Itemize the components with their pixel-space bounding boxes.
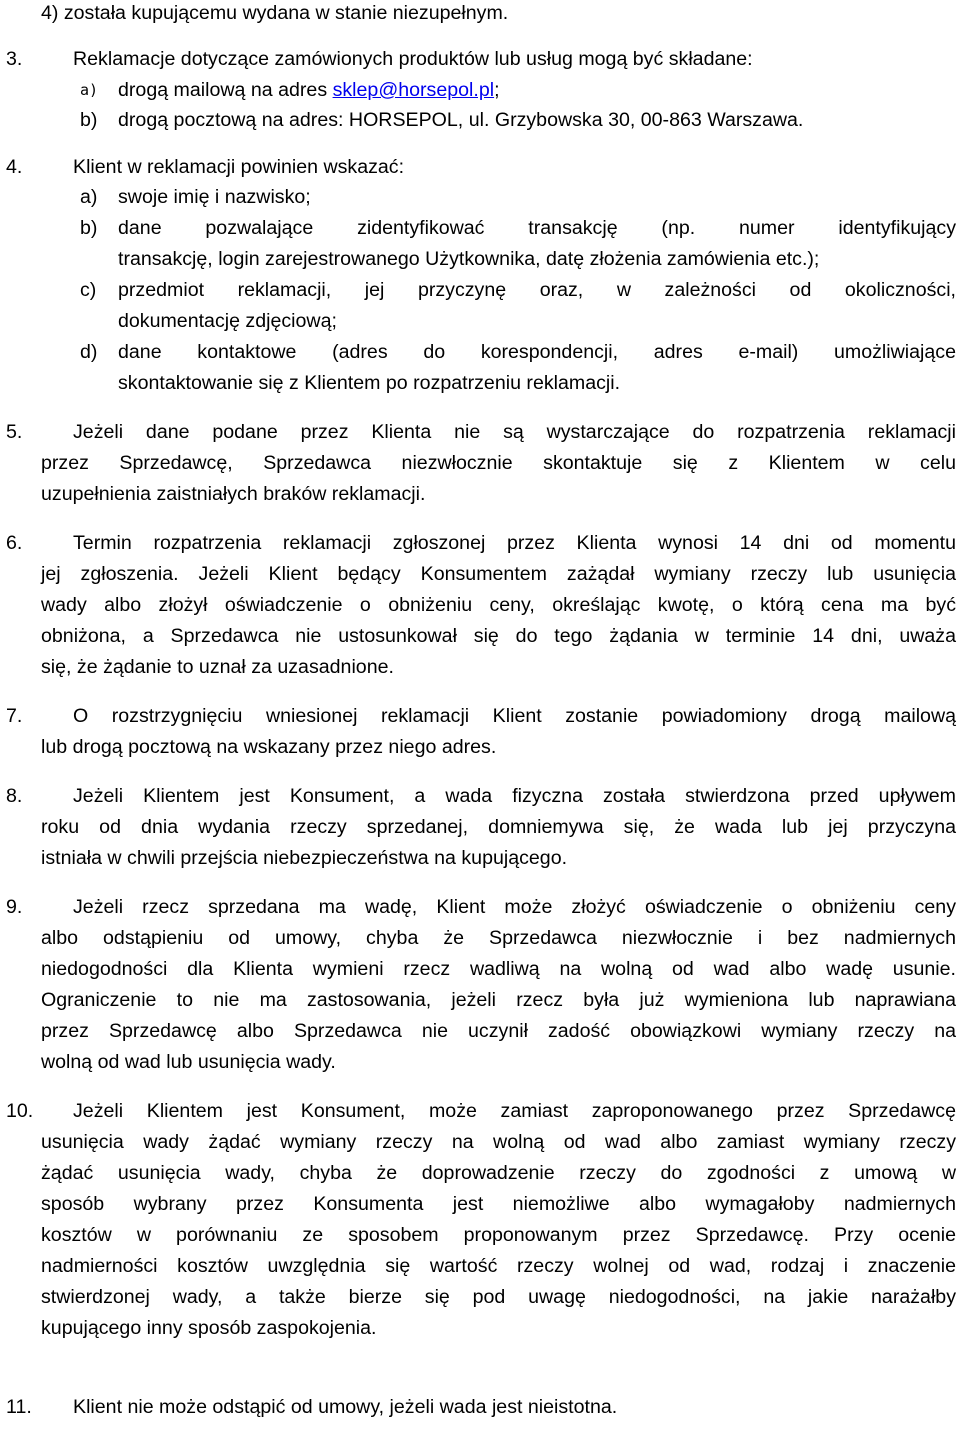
section-8-first: [73, 781, 956, 812]
email-link[interactable]: sklep@horsepol.pl: [332, 79, 495, 101]
section-5-first: [73, 417, 956, 448]
section-6-line-1: Termin rozpatrzenia reklamacji zgłoszonej przez Klienta wynosi 14 dni od momentu: [73, 532, 956, 554]
section-5-line-2: przez Sprzedawcę, Sprzedawca niezwłocznie skontaktuje się z Klientem w celu: [41, 452, 956, 474]
section-8-rest: [41, 812, 956, 874]
section-3-number: 3.: [6, 48, 23, 70]
section-9-line-5: przez Sprzedawcę albo Sprzedawca nie uczynił zadość obowiązkowi wymiany rzeczy na: [41, 1020, 956, 1042]
section-7-first: [73, 701, 956, 732]
section-9-line-2: albo odstąpieniu od umowy, chyba że Sprzedawca niezwłocznie i bez nadmiernych: [41, 927, 956, 949]
section-6-line-2: jej zgłoszenia. Jeżeli Klient będący Konsumentem zażądał wymiany rzeczy lub usunięcia: [41, 563, 956, 585]
section-8-line-1: Jeżeli Klientem jest Konsument, a wada fizyczna została stwierdzona przed upływem: [73, 785, 956, 807]
section-3-a: [118, 75, 500, 106]
section-4-b-line-1: dane pozwalające zidentyfikować transakcję (np. numer identyfikujący: [118, 217, 956, 239]
section-4-c-text: [118, 275, 956, 337]
section-3-b-label: b): [80, 109, 98, 131]
section-4-d-text: [118, 337, 956, 399]
section-4-c-line-1: przedmiot reklamacji, jej przyczynę oraz, w zależności od okoliczności,: [118, 279, 956, 301]
section-11-text: Klient nie może odstąpić od umowy, jeżeli wada jest nieistotna.: [73, 1396, 618, 1418]
section-10-line-3: żądać usunięcia wady, chyba że doprowadzenie rzeczy do zgodności z umową w: [41, 1162, 956, 1184]
section-9-first: [73, 892, 956, 923]
section-5-number: 5.: [6, 421, 23, 443]
section-4-a-label: a): [80, 186, 98, 208]
section-3-a-text: drogą mailową na adres: [118, 79, 333, 101]
section-7-line-2: lub drogą pocztową na wskazany przez niego adres.: [41, 736, 497, 758]
section-9-line-3: niedogodności dla Klienta wymieni rzecz wadliwą na wolną od wad albo wadę usunie.: [41, 958, 956, 980]
section-8-line-3: istniała w chwili przejścia niebezpieczeństwa na kupującego.: [41, 847, 568, 869]
section-8-line-2: roku od dnia wydania rzeczy sprzedanej, domniemywa się, że wada lub jej przyczyna: [41, 816, 956, 838]
section-9-line-4: Ograniczenie to nie ma zastosowania, jeżeli rzecz była już wymieniona lub naprawiana: [41, 989, 956, 1011]
section-4-a-text: swoje imię i nazwisko;: [118, 186, 311, 208]
section-6-line-3: wady albo złożył oświadczenie o obniżeniu ceny, określając kwotę, o którą cena ma być: [41, 594, 956, 616]
section-7-line-1: O rozstrzygnięciu wniesionej reklamacji Klient zostanie powiadomiony drogą mailową: [73, 705, 956, 727]
section-10-line-8: kupującego inny sposób zaspokojenia.: [41, 1317, 377, 1339]
section-7-rest: [41, 732, 956, 763]
section-3-a-label: a): [80, 81, 99, 99]
section-5-line-1: Jeżeli dane podane przez Klienta nie są wystarczające do rozpatrzenia reklamacji: [73, 421, 956, 443]
section-3-a-after: ;: [494, 79, 500, 101]
section-8-number: 8.: [6, 785, 23, 807]
section-4-c-line-2: dokumentację zdjęciową;: [118, 310, 337, 332]
section-10-line-6: nadmierności kosztów uwzględnia się wartość rzeczy wolnej od wad, rodzaj i znaczenie: [41, 1255, 956, 1277]
section-4-b-line-2: transakcję, login zarejestrowanego Użytkownika, datę złożenia zamówienia etc.);: [118, 248, 820, 270]
section-3-text: Reklamacje dotyczące zamówionych produktów lub usług mogą być składane:: [73, 48, 753, 70]
section-9-line-6: wolną od wad lub usunięcia wady.: [41, 1051, 336, 1073]
section-6-rest: [41, 559, 956, 683]
section-10-number: 10.: [6, 1100, 34, 1122]
section-9-number: 9.: [6, 896, 23, 918]
section-4-b-text: [118, 213, 956, 275]
section-10-line-5: kosztów w porównaniu ze sposobem proponowanym przez Sprzedawcę. Przy ocenie: [41, 1224, 956, 1246]
section-4-text: Klient w reklamacji powinien wskazać:: [73, 156, 405, 178]
section-10-rest: [41, 1127, 956, 1344]
section-4-b-label: b): [80, 217, 98, 239]
section-10-line-2: usunięcia wady żądać wymiany rzeczy na wolną od wad albo zamiast wymiany rzeczy: [41, 1131, 956, 1153]
section-4-c-label: c): [80, 279, 97, 301]
section-10-line-1: Jeżeli Klientem jest Konsument, może zamiast zaproponowanego przez Sprzedawcę: [73, 1100, 956, 1122]
section-5-line-3: uzupełnienia zaistniałych braków reklamacji.: [41, 483, 426, 505]
section-3-b-text: drogą pocztową na adres: HORSEPOL, ul. Grzybowska 30, 00-863 Warszawa.: [118, 109, 804, 131]
section-10-line-4: sposób wybrany przez Konsumenta jest niemożliwe albo wymagałoby nadmiernych: [41, 1193, 956, 1215]
section-6-line-5: się, że żądanie to uznał za uzasadnione.: [41, 656, 394, 678]
section-4-number: 4.: [6, 156, 23, 178]
section-7-number: 7.: [6, 705, 23, 727]
section-11-number: 11.: [6, 1396, 32, 1418]
section-4-d-label: d): [80, 341, 98, 363]
section-9-rest: [41, 923, 956, 1078]
section-6-line-4: obniżona, a Sprzedawca nie ustosunkował się do tego żądania w terminie 14 dni, uważa: [41, 625, 956, 647]
section-9-line-1: Jeżeli rzecz sprzedana ma wadę, Klient może złożyć oświadczenie o obniżeniu ceny: [73, 896, 956, 918]
section-6-first: [73, 528, 956, 559]
section-10-line-7: stwierdzonej wady, a także bierze się pod uwagę niedogodności, na jakie narażałby: [41, 1286, 956, 1308]
section-6-number: 6.: [6, 532, 23, 554]
list-item-4-top: 4) została kupującemu wydana w stanie niezupełnym.: [41, 2, 509, 24]
section-10-first: [73, 1096, 956, 1127]
section-5-rest: [41, 448, 956, 510]
section-4-d-line-2: skontaktowanie się z Klientem po rozpatrzeniu reklamacji.: [118, 372, 621, 394]
section-4-d-line-1: dane kontaktowe (adres do korespondencji, adres e-mail) umożliwiające: [118, 341, 956, 363]
